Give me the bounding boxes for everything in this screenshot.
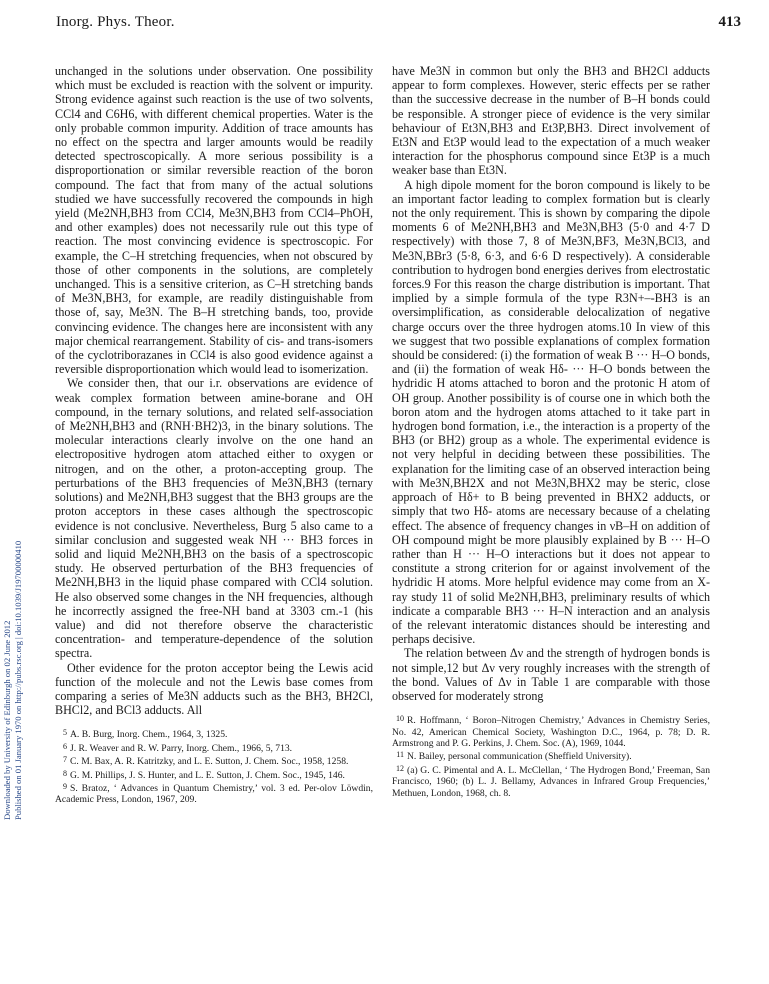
footnote xyxy=(392,749,710,762)
footnote-number: 12 xyxy=(396,763,404,773)
journal-title: Inorg. Phys. Theor. xyxy=(56,14,175,30)
download-notice xyxy=(2,541,24,820)
footnote-number: 7 xyxy=(63,755,67,765)
footnote xyxy=(55,781,373,806)
download-notice-line: Downloaded by University of Edinburgh on 02 June 2012 xyxy=(2,620,12,820)
paragraph: have Me3N in common but only the BH3 and BH2Cl adducts appear to form complexes. However, steric effects per se rather than the successive decrease in the number of B–H bonds could be responsible. A stronger piece of evidence is the very similar behaviour of Et3N,BH3 and Et3P,BH3. Direct involvement of Et3N and Et3P would lead to the expectation of a much weaker interaction for the phosphorus compound since Et3P is a much weaker base than Et3N. xyxy=(392,64,710,178)
footnote-text: C. M. Bax, A. R. Katritzky, and L. E. Sutton, J. Chem. Soc., 1958, 1258. xyxy=(70,756,349,768)
footnote-number: 5 xyxy=(63,728,67,738)
paragraph: A high dipole moment for the boron compound is likely to be an important factor leading to complex formation but is clearly not the only requirement. This is shown by comparing the dipole moments 6 of Me2NH,BH3 and Me3N,BH3 (5·0 and 4·7 D respectively) with those 7, 8 of Me3N,BF3, Me3N,BCl3, and Me3N,BBr3 (5·8, 6·3, and 6·6 D respectively). A considerable contribution to hydrogen bond energies derives from electrostatic forces.9 For this reason the charge distribution is important. That implied by a simple formula of the type R3N+–-BH3 is an oversimplification, as considerable delocalization of negative charge occurs over the three hydrogen atoms.10 In view of this we suggest that two possible explanations of complex formation should be considered: (i) the formation of weak B ··· H–O bonds, and (ii) the formation of weak Hδ- ··· H–O bonds between the hydridic H atoms attached to boron and the protonic H atom of OH group. Another possibility is of course one in which both the boron atom and the hydrogen atoms attached to it take part in hydrogen bond formation, i.e., the interaction is a property of the BH3 (or BH2) group as a whole. The experimental evidence is not very helpful in deciding between these possibilities. The explanation for the limiting case of an observed interaction being with Me3N,BH2X and not Me3N,BHX2 may be steric, close approach of Hδ+ to B being prevented in BHX2 adducts, or simply that two Hδ- atoms are necessary because of a chelating effect. The absence of frequency changes in νB–H on addition of OH compound might be more plausibly explained by B ··· H–O rather than H ··· H–O interactions but it does not appear to constitute a strong criterion for or against involvement of the hydridic H atoms. More helpful evidence may come from an X-ray study 11 of solid Me2NH,BH3, preliminary results of which indicate a comparable BH3 ··· H–N interaction and an analysis of the relevant interatomic distances should be interesting and perhaps decisive. xyxy=(392,177,710,647)
footnote-text: S. Bratoz, ‘ Advances in Quantum Chemistry,’ vol. 3 ed. Per-olov Löwdin, Academic Press, London, 1967, 209. xyxy=(55,782,373,806)
footnote xyxy=(55,741,373,754)
footnote-number: 8 xyxy=(63,768,67,778)
paragraph: We consider then, that our i.r. observations are evidence of weak complex formation between amine-borane and OH compound, in the ternary solutions, and related self-association of Me2NH,BH3 and (RNH·BH2)3, in the binary solutions. The molecular interactions clearly involve on the one hand an electropositive hydrogen atom attached either to oxygen or nitrogen, and on the other, a proton-accepting group. The perturbations of the BH3 frequencies of Me3N,BH3 (ternary solutions) and Me2NH,BH3 suggest that the BH3 groups are the proton acceptors in these cases although the spectroscopic evidence is not conclusive. Nevertheless, Burg 5 also came to a similar conclusion and suggested weak NH ··· BH3 forces in solid and liquid Me2NH,BH3 on the basis of a spectroscopic study. He observed perturbation of the BH3 frequencies of Me2NH,BH3 in the liquid phase compared with CCl4 solution. He also observed some changes in the NH frequencies, although he incorrectly assigned the free-NH band at 3303 cm.-1 (his value) and did not therefore observe the characteristic concentration- and temperature-dependence of the solution spectra. xyxy=(55,376,373,661)
footnote xyxy=(55,754,373,767)
footnote-text: A. B. Burg, Inorg. Chem., 1964, 3, 1325. xyxy=(70,729,228,741)
page-header xyxy=(56,14,741,38)
footnote-number: 9 xyxy=(63,781,67,791)
right-column xyxy=(392,64,710,799)
paragraph: unchanged in the solutions under observation. One possibility which must be excluded is reaction with the solvent or impurity. Strong evidence against such reaction is the use of two solvents, CCl4 and C6H6, with different chemical properties. Water is the only probable common impurity. Addition of trace amounts has no effect on the spectra and larger amounts would be readily detected spectroscopically. A more serious possibility is a disproportionation or similar reversible reaction of the boron compound. The fact that from many of the actual solutions studied we have successfully recovered the compounds in high yield (Me2NH,BH3 from CCl4, Me3N,BH3 from CCl4–PhOH, and other examples) does not necessarily rule out this type of reaction. The most convincing evidence is spectroscopic. For example, the C–H stretching frequencies, when not obscured by those of other components in the solutions, are completely unchanged. This is a sensitive criterion, as C–H stretching bands of Me3N,BH3, for example, are readily distinguishable from those of, say, Me3N. The B–H stretching bands, too, provide convincing evidence. The changes here are inconsistent with any major chemical rearrangement. Stability of cis- and trans-isomers of the cyclotriborazanes in CCl4 is also good evidence against a reversible disproportionation which would lead to isomerization. xyxy=(55,64,373,377)
paragraph: The relation between Δν and the strength of hydrogen bonds is not simple,12 but Δν very roughly increases with the strength of the bond. Values of Δν in Table 1 are comparable with those observed for moderately strong xyxy=(392,646,710,703)
footnote-number: 6 xyxy=(63,741,67,751)
footnote-text: R. Hoffmann, ‘ Boron–Nitrogen Chemistry,’ Advances in Chemistry Series, No. 42, American Chemical Society, Washington D.C., 1964, p. 78; D. R. Armstrong and P. G. Perkins, J. Chem. Soc. (A), 1969, 1044. xyxy=(392,715,710,749)
footnote xyxy=(55,727,373,740)
footnote-text: J. R. Weaver and R. W. Parry, Inorg. Chem., 1966, 5, 713. xyxy=(70,742,293,754)
footnote-text: G. M. Phillips, J. S. Hunter, and L. E. Sutton, J. Chem. Soc., 1945, 146. xyxy=(70,769,345,781)
footnote xyxy=(55,768,373,781)
footnote-number: 11 xyxy=(396,750,404,760)
page-number: 413 xyxy=(718,14,741,30)
footnote-text: N. Bailey, personal communication (Sheffield University). xyxy=(407,751,632,763)
footnote-text: (a) G. C. Pimental and A. L. McClellan, ‘ The Hydrogen Bond,’ Freeman, San Francisco, 1960; (b) L. J. Bellamy, Advances in Infrared Group Frequencies,’ Methuen, London, 1968, ch. 8. xyxy=(392,764,710,799)
footnote-number: 10 xyxy=(396,714,404,724)
footnotes xyxy=(392,713,710,799)
footnotes xyxy=(55,727,373,805)
left-column xyxy=(55,64,373,806)
paragraph: Other evidence for the proton acceptor being the Lewis acid function of the molecule and not the Lewis base comes from comparing a series of Me3N adducts such as the BH3, BH2Cl, BHCl2, and BCl3 adducts. All xyxy=(55,660,373,718)
footnote xyxy=(392,713,710,749)
footnote xyxy=(392,763,710,799)
published-notice-line[interactable]: Published on 01 January 1970 on http://pubs.rsc.org | doi:10.1039/J19700000410 xyxy=(13,540,23,820)
